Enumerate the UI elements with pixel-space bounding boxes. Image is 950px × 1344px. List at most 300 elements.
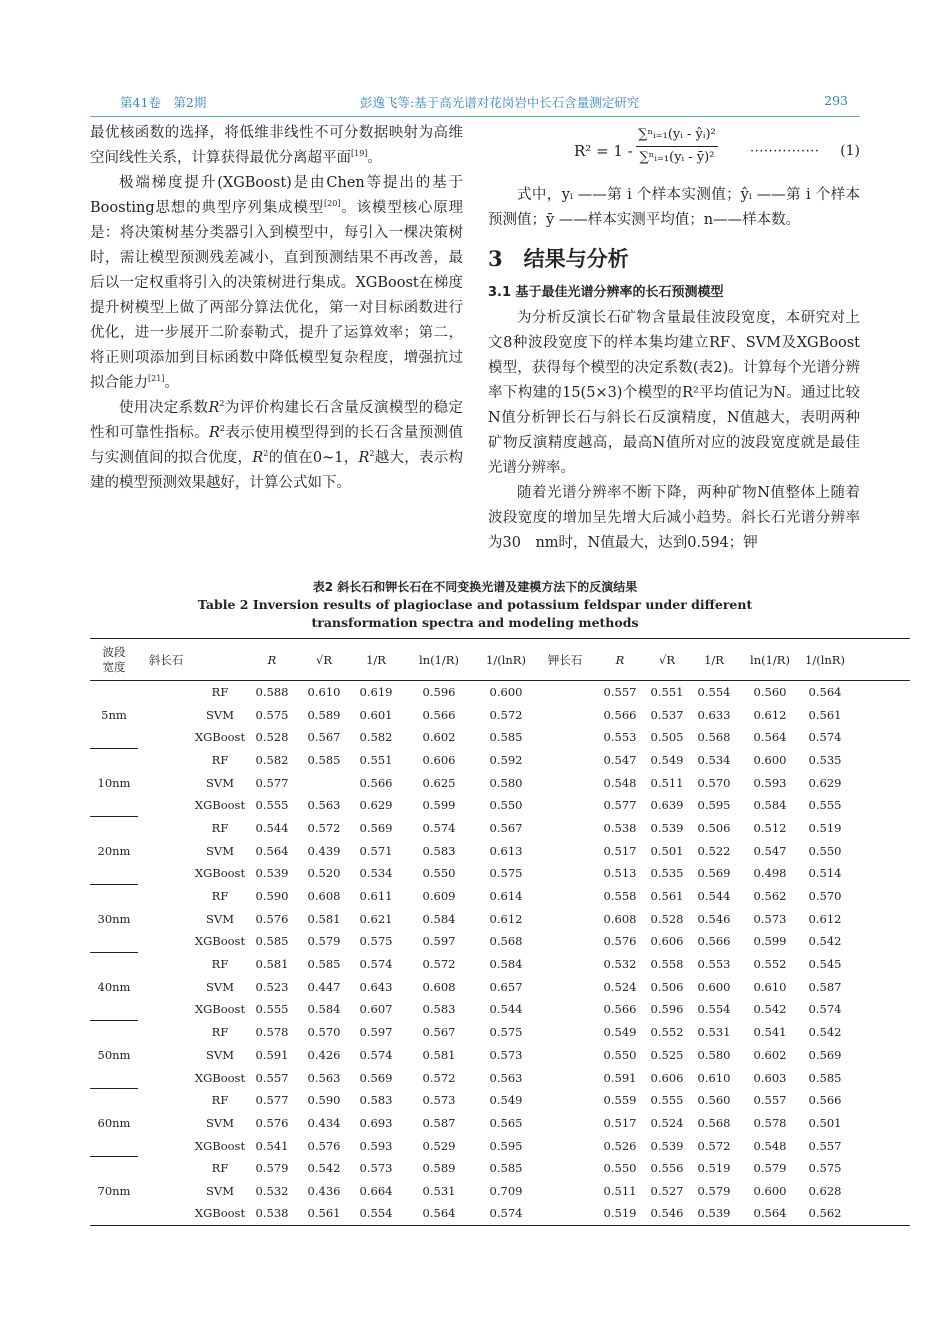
plag-value-cell: 0.539 [255,866,289,881]
kf-value-cell: 0.591 [603,1070,637,1085]
kf-value-cell: 0.600 [753,1183,787,1198]
plag-value-cell: 0.606 [422,752,456,767]
plag-spacer-cell [138,726,194,749]
kf-value-cell: 0.512 [753,820,787,835]
band-width-cell: 50nm [90,1021,138,1089]
plag-value-cell: 0.593 [359,1138,393,1153]
header-spacer [850,639,910,681]
equation-denominator: ∑ⁿᵢ₌₁(yᵢ - ȳ)² [639,150,715,165]
header-band-width: 波段 宽度 [90,639,138,681]
band-width-cell: 70nm [97,1183,131,1198]
end-spacer-cell [850,817,910,840]
plag-value-cell: 0.609 [422,889,456,904]
end-spacer-cell [850,1044,910,1067]
plag-value-cell: 0.581 [422,1047,456,1062]
kf-value-cell: 0.564 [808,685,842,700]
table-row [90,1134,910,1157]
plag-value-cell: 0.566 [422,707,456,722]
kf-value-cell: 0.568 [697,730,731,745]
model-cell: XGBoost [194,866,246,881]
model-cell: SVM [206,911,234,926]
kf-value-cell: 0.610 [697,1070,731,1085]
kf-value-cell: 0.566 [603,707,637,722]
plag-spacer-cell [138,817,194,840]
plag-value-cell: 0.439 [307,843,341,858]
kf-value-cell: 0.574 [808,1002,842,1017]
plag-spacer-cell [138,1157,194,1180]
plag-value-cell: 0.572 [422,957,456,972]
model-cell: SVM [206,707,234,722]
plag-value-cell: 0.436 [307,1183,341,1198]
kf-value-cell: 0.546 [697,911,731,926]
plag-value-cell: 0.612 [489,911,523,926]
header-p-inv-r: 1/R [350,639,402,681]
kf-value-cell: 0.549 [603,1025,637,1040]
kf-value-cell: 0.547 [753,843,787,858]
kf-value-cell: 0.547 [603,752,637,767]
plag-value-cell: 0.589 [307,707,341,722]
plag-value-cell: 0.574 [489,1206,523,1221]
model-cell: RF [211,1093,229,1108]
kf-value-cell: 0.554 [697,1002,731,1017]
kf-value-cell: 0.552 [753,957,787,972]
kf-spacer-cell [536,1134,594,1157]
end-spacer-cell [850,839,910,862]
plag-value-cell: 0.709 [489,1183,523,1198]
kf-value-cell: 0.560 [697,1093,731,1108]
table-caption-cn: 表2 斜长石和钾长石在不同变换光谱及建模方法下的反演结果 [312,580,638,594]
table-row [90,1066,910,1089]
kf-value-cell: 0.553 [697,957,731,972]
plag-value-cell: 0.523 [255,979,289,994]
plag-value-cell: 0.611 [359,889,393,904]
plag-value-cell: 0.534 [359,866,393,881]
plag-spacer-cell [138,1134,194,1157]
kf-value-cell: 0.557 [753,1093,787,1108]
citation-20: [20] [324,199,341,208]
kf-value-cell: 0.585 [808,1070,842,1085]
kf-value-cell: 0.534 [697,752,731,767]
plag-value-cell: 0.596 [422,685,456,700]
kf-value-cell: 0.501 [808,1115,842,1130]
plag-value-cell: 0.597 [359,1025,393,1040]
plag-value-cell: 0.575 [489,866,523,881]
kf-value-cell: 0.546 [650,1206,684,1221]
plag-value-cell: 0.588 [255,685,289,700]
plag-value-cell: 0.621 [359,911,393,926]
kf-value-cell: 0.629 [808,775,842,790]
plag-value-cell: 0.572 [489,707,523,722]
kf-spacer-cell [536,681,594,704]
model-cell: XGBoost [194,1002,246,1017]
running-title: 彭逸飞等:基于高光谱对花岗岩中长石含量测定研究 [360,95,640,110]
end-spacer-cell [850,1089,910,1112]
kf-value-cell: 0.570 [697,775,731,790]
kf-value-cell: 0.519 [808,820,842,835]
end-spacer-cell [850,885,910,908]
kf-value-cell: 0.550 [603,1161,637,1176]
kf-value-cell: 0.587 [808,979,842,994]
plag-spacer-cell [138,975,194,998]
end-spacer-cell [850,703,910,726]
model-cell: RF [211,957,229,972]
kf-value-cell: 0.639 [650,798,684,813]
kf-spacer-cell [536,726,594,749]
kf-value-cell: 0.532 [603,957,637,972]
kf-value-cell: 0.566 [808,1093,842,1108]
plag-value-cell: 0.566 [359,775,393,790]
plag-value-cell: 0.571 [359,843,393,858]
plag-value-cell: 0.563 [489,1070,523,1085]
kf-value-cell: 0.501 [650,843,684,858]
kf-value-cell: 0.577 [603,798,637,813]
plag-spacer-cell [138,1180,194,1203]
kf-spacer-cell [536,907,594,930]
kf-value-cell: 0.596 [650,1002,684,1017]
kf-value-cell: 0.542 [753,1002,787,1017]
table-row [90,1202,910,1225]
plag-value-cell: 0.584 [489,957,523,972]
plag-value-cell: 0.572 [422,1070,456,1085]
band-width-cell: 60nm [90,1089,138,1157]
kf-spacer-cell [536,885,594,908]
model-cell: XGBoost [194,1070,246,1085]
plag-value-cell: 0.576 [255,1115,289,1130]
plag-value-cell: 0.629 [359,798,393,813]
plag-value-cell: 0.583 [422,843,456,858]
plag-value-cell: 0.610 [307,685,341,700]
equation-numerator: ∑ⁿᵢ₌₁(yᵢ - ŷᵢ)² [636,124,718,147]
kf-value-cell: 0.538 [603,820,637,835]
plag-value-cell: 0.564 [255,843,289,858]
model-cell: SVM [206,1183,234,1198]
plag-value-cell: 0.643 [359,979,393,994]
header-k-inv-ln-r: 1/(lnR) [800,639,850,681]
running-header [90,93,860,113]
kf-spacer-cell [536,1202,594,1225]
table-row [90,885,910,908]
kf-value-cell: 0.524 [603,979,637,994]
model-cell: SVM [206,775,234,790]
kf-spacer-cell [536,862,594,885]
kf-value-cell: 0.522 [697,843,731,858]
end-spacer-cell [850,1134,910,1157]
kf-spacer-cell [536,998,594,1021]
table-row [90,1044,910,1067]
table-row [90,930,910,953]
end-spacer-cell [850,1157,910,1180]
kf-value-cell: 0.561 [650,889,684,904]
plag-value-cell: 0.587 [422,1115,456,1130]
model-cell: XGBoost [194,730,246,745]
plag-spacer-cell [138,1202,194,1225]
plag-value-cell: 0.541 [255,1138,289,1153]
kf-value-cell: 0.557 [603,685,637,700]
paragraph-method: 为分析反演长石矿物含量最佳波段宽度，本研究对上文8种波段宽度下的样本集均建立RF、SVM及XGBoost模型，获得每个模型的决定系数(表2)。计算每个光谱分辨率下构建的15(5×3)个模型的R²平均值记为N。通过比较N值分析钾长石与斜长石反演精度，N值越大，表明两种矿物反演精度越高，最高N值所对应的波段宽度就是最佳光谱分辨率。 [488,310,860,476]
model-cell: RF [211,752,229,767]
header-k-feldspar: 钾长石 [536,639,594,681]
plag-value-cell: 0.551 [359,752,393,767]
table-row [90,1089,910,1112]
plag-value-cell: 0.557 [255,1070,289,1085]
model-cell: SVM [206,1115,234,1130]
kf-value-cell: 0.544 [697,889,731,904]
band-width-cell: 5nm [90,681,138,749]
table-row [90,703,910,726]
kf-spacer-cell [536,1180,594,1203]
plag-value-cell: 0.602 [422,730,456,745]
kf-value-cell: 0.514 [808,866,842,881]
table-row [90,1180,910,1203]
header-k-r: R [594,639,646,681]
plag-value-cell: 0.584 [307,1002,341,1017]
kf-value-cell: 0.599 [753,934,787,949]
kf-spacer-cell [536,703,594,726]
plag-value-cell: 0.664 [359,1183,393,1198]
plag-value-cell: 0.592 [489,752,523,767]
kf-value-cell: 0.566 [697,934,731,949]
kf-spacer-cell [536,839,594,862]
plag-spacer-cell [138,681,194,704]
page-number: 293 [824,93,848,108]
plag-value-cell: 0.567 [307,730,341,745]
plag-spacer-cell [138,953,194,976]
kf-value-cell: 0.513 [603,866,637,881]
plag-value-cell: 0.528 [255,730,289,745]
band-width-cell: 10nm [90,749,138,817]
kf-value-cell: 0.541 [753,1025,787,1040]
kf-value-cell: 0.562 [808,1206,842,1221]
kf-value-cell: 0.525 [650,1047,684,1062]
header-model [194,639,246,681]
end-spacer-cell [850,930,910,953]
end-spacer-cell [850,862,910,885]
plag-value-cell: 0.585 [307,957,341,972]
equation-legend: 式中，yᵢ ——第 i 个样本实测值；ŷᵢ ——第 i 个样本预测值；ȳ ——样本实测平均值；n——样本数。 [488,187,860,228]
kf-value-cell: 0.559 [603,1093,637,1108]
plag-value-cell: 0.575 [359,934,393,949]
header-rule [90,116,860,117]
plag-value-cell: 0.576 [255,911,289,926]
kf-value-cell: 0.572 [697,1138,731,1153]
end-spacer-cell [850,771,910,794]
table-row [90,975,910,998]
kf-value-cell: 0.566 [603,1002,637,1017]
end-spacer-cell [850,1066,910,1089]
band-width-cell: 30nm [90,885,138,953]
table-row [90,794,910,817]
kf-value-cell: 0.511 [603,1183,637,1198]
paragraph-xgboost: 极端梯度提升(XGBoost)是由Chen等提出的基于Boosting思想的典型序列集成模型[20]。该模型核心原理是：将决策树基分类器引入到模型中，每引入一棵决策树时，需让模型预测残差减小，直到预测结果不再改善，最后以一定权重将引入的决策树进行集成。XGBoost在梯度提升树模型上做了两部分算法优化，第一对目标函数进行优化，进一步展开二阶泰勒式，提升了运算效率；第二，将正则项添加到目标函数中降低模型复杂程度，增强抗过拟合能力[21]。 [90,175,464,391]
table-row [90,749,910,772]
plag-value-cell: 0.555 [255,1002,289,1017]
paragraph-trend: 随着光谱分辨率不断下降，两种矿物N值整体上随着波段宽度的增加呈先增大后减小趋势。斜长石光谱分辨率为30 nm时，N值最大，达到0.594；钾 [488,485,860,551]
plag-value-cell: 0.554 [359,1206,393,1221]
plag-value-cell: 0.572 [307,820,341,835]
plag-value-cell: 0.581 [307,911,341,926]
plag-spacer-cell [138,1112,194,1135]
plag-spacer-cell [138,930,194,953]
table-row [90,1157,910,1180]
kf-value-cell: 0.517 [603,843,637,858]
kf-value-cell: 0.550 [808,843,842,858]
kf-value-cell: 0.606 [650,1070,684,1085]
plag-spacer-cell [138,885,194,908]
end-spacer-cell [850,907,910,930]
plag-value-cell: 0.589 [422,1161,456,1176]
paragraph-svm-end: 最优核函数的选择，将低维非线性不可分数据映射为高维空间线性关系，计算获得最优分离超平面[19]。 [90,125,463,166]
kf-spacer-cell [536,817,594,840]
kf-value-cell: 0.603 [753,1070,787,1085]
plag-value-cell: 0.657 [489,979,523,994]
plag-value-cell: 0.573 [422,1093,456,1108]
plag-value-cell: 0.585 [307,752,341,767]
kf-value-cell: 0.569 [808,1047,842,1062]
kf-value-cell: 0.570 [808,889,842,904]
header-k-sqrt-r: √R [646,639,688,681]
model-cell: XGBoost [194,1138,246,1153]
model-cell: RF [211,889,229,904]
kf-value-cell: 0.564 [753,1206,787,1221]
kf-spacer-cell [536,1157,594,1180]
plag-value-cell: 0.567 [422,1025,456,1040]
results-table [90,638,910,1226]
plag-value-cell: 0.542 [307,1161,341,1176]
plag-value-cell: 0.578 [255,1025,289,1040]
kf-value-cell: 0.600 [753,752,787,767]
kf-value-cell: 0.579 [753,1161,787,1176]
kf-value-cell: 0.526 [603,1138,637,1153]
equation-leader-dots: ··············· [750,144,820,159]
kf-spacer-cell [536,794,594,817]
plag-spacer-cell [138,794,194,817]
end-spacer-cell [850,726,910,749]
plag-value-cell: 0.576 [307,1138,341,1153]
kf-value-cell: 0.556 [650,1161,684,1176]
kf-value-cell: 0.552 [650,1025,684,1040]
kf-value-cell: 0.505 [650,730,684,745]
plag-value-cell: 0.590 [307,1093,341,1108]
kf-value-cell: 0.561 [808,707,842,722]
plag-value-cell: 0.585 [489,730,523,745]
plag-value-cell: 0.608 [307,889,341,904]
plag-value-cell: 0.607 [359,1002,393,1017]
plag-value-cell: 0.693 [359,1115,393,1130]
kf-value-cell: 0.610 [753,979,787,994]
kf-value-cell: 0.560 [753,685,787,700]
plag-spacer-cell [138,703,194,726]
kf-spacer-cell [536,771,594,794]
end-spacer-cell [850,749,910,772]
plag-value-cell: 0.579 [307,934,341,949]
plag-spacer-cell [138,1044,194,1067]
plag-value-cell: 0.575 [489,1025,523,1040]
kf-value-cell: 0.535 [808,752,842,767]
kf-value-cell: 0.612 [808,911,842,926]
plag-value-cell: 0.574 [359,957,393,972]
table-row [90,817,910,840]
equation-1 [488,121,860,183]
model-cell: XGBoost [194,934,246,949]
plag-spacer-cell [138,839,194,862]
kf-spacer-cell [536,930,594,953]
plag-value-cell: 0.579 [255,1161,289,1176]
citation-21: [21] [148,374,165,383]
plag-value-cell: 0.569 [359,1070,393,1085]
kf-value-cell: 0.535 [650,866,684,881]
plag-value-cell: 0.625 [422,775,456,790]
table-caption-en-line1: Table 2 Inversion results of plagioclase and potassium feldspar under different [197,597,753,612]
model-cell: RF [211,1161,229,1176]
plag-value-cell: 0.561 [307,1206,341,1221]
kf-value-cell: 0.550 [603,1047,637,1062]
plag-value-cell: 0.520 [307,866,341,881]
plag-value-cell: 0.597 [422,934,456,949]
kf-value-cell: 0.612 [753,707,787,722]
plag-value-cell: 0.580 [489,775,523,790]
plag-value-cell: 0.568 [489,934,523,949]
model-cell: SVM [206,1047,234,1062]
model-cell: RF [211,1025,229,1040]
kf-value-cell: 0.519 [603,1206,637,1221]
plag-value-cell: 0.538 [255,1206,289,1221]
equation-lhs: R² = 1 - [574,142,633,160]
kf-value-cell: 0.580 [697,1047,731,1062]
model-cell: XGBoost [194,1206,246,1221]
kf-value-cell: 0.555 [808,798,842,813]
end-spacer-cell [850,1021,910,1044]
kf-value-cell: 0.542 [808,1025,842,1040]
plag-value-cell: 0.563 [307,798,341,813]
kf-value-cell: 0.539 [650,1138,684,1153]
plag-value-cell: 0.601 [359,707,393,722]
kf-value-cell: 0.555 [650,1093,684,1108]
end-spacer-cell [850,681,910,704]
plag-value-cell: 0.619 [359,685,393,700]
left-column [90,121,463,496]
plag-value-cell: 0.563 [307,1070,341,1085]
header-plagioclase: 斜长石 [138,639,194,681]
model-cell: RF [211,820,229,835]
plag-value-cell: 0.577 [255,1093,289,1108]
kf-value-cell: 0.564 [753,730,787,745]
plag-value-cell: 0.573 [489,1047,523,1062]
kf-value-cell: 0.542 [808,934,842,949]
right-column [488,121,860,556]
header-p-inv-ln-r: 1/(lnR) [476,639,536,681]
plag-value-cell: 0.584 [422,911,456,926]
plag-value-cell: 0.585 [489,1161,523,1176]
header-p-ln-inv-r: ln(1/R) [402,639,476,681]
paragraph-r2: 使用决定系数$R^2$为评价构建长石含量反演模型的稳定性和可靠性指标。$R^2$表示使用模型得到的长石含量预测值与实测值间的拟合优度，$R^2$的值在0~1，$R^2$越大，表示构建的模型预测效果越好，计算公式如下。 [90,399,464,491]
model-cell: RF [211,685,229,700]
plag-value-cell [298,771,350,794]
plag-value-cell: 0.585 [255,934,289,949]
plag-value-cell: 0.531 [422,1183,456,1198]
section-heading-3: 3 结果与分析 [488,246,629,271]
plag-value-cell: 0.599 [422,798,456,813]
plag-value-cell: 0.583 [359,1093,393,1108]
table-row [90,862,910,885]
kf-spacer-cell [536,749,594,772]
kf-spacer-cell [536,1066,594,1089]
plag-value-cell: 0.549 [489,1093,523,1108]
kf-value-cell: 0.528 [650,911,684,926]
table-row [90,907,910,930]
kf-spacer-cell [536,975,594,998]
plag-value-cell: 0.577 [255,775,289,790]
journal-volume: 第41卷 第2期 [120,95,207,110]
